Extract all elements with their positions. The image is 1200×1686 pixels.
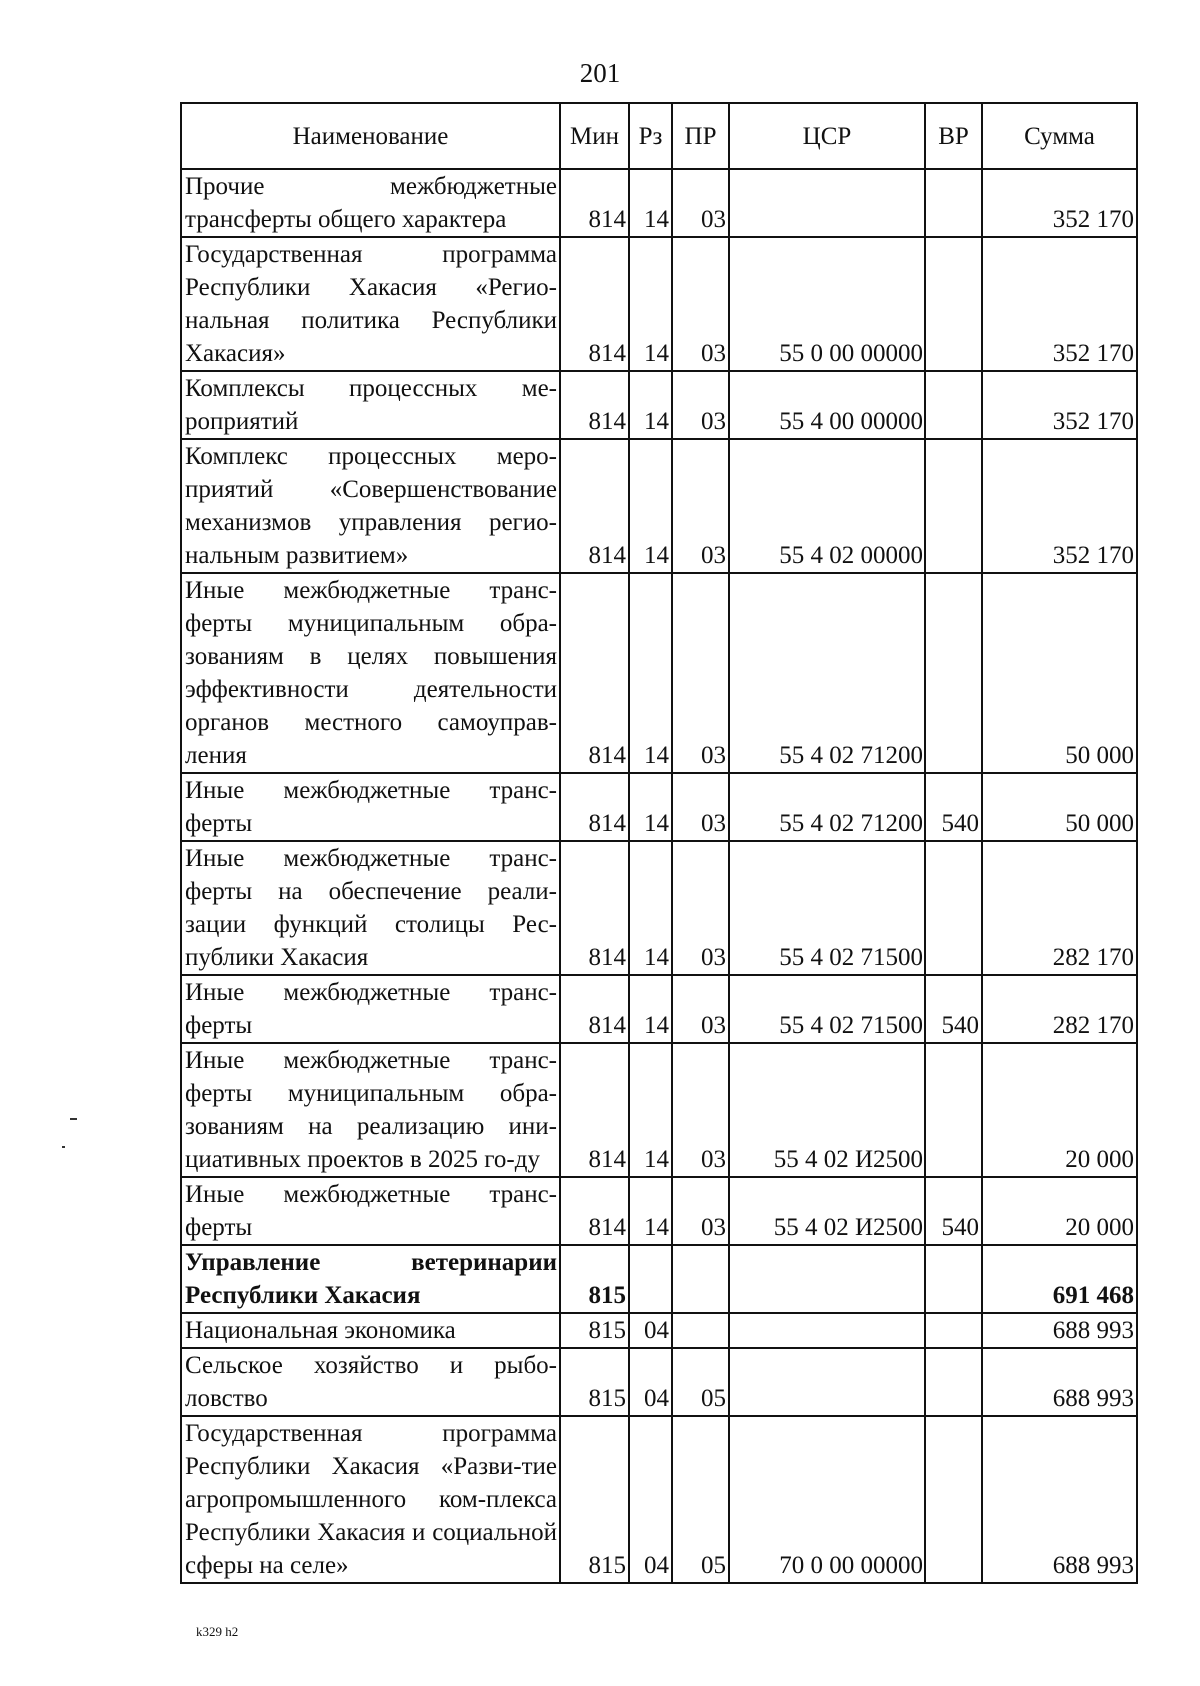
row-csr: 55 0 00 00000 [729,237,925,371]
table-row [181,439,1137,573]
row-vr: 540 [925,1177,982,1245]
row-csr: 55 4 02 71200 [729,773,925,841]
header-sum: Сумма [982,103,1137,169]
header-name: Наименование [181,103,560,169]
row-pr: 03 [672,169,729,237]
row-sum: 352 170 [982,439,1137,573]
row-vr [925,1043,982,1177]
row-vr [925,1348,982,1416]
row-sum: 282 170 [982,841,1137,975]
row-min: 814 [560,237,629,371]
row-name: Национальная экономика [181,1313,560,1348]
row-pr [672,1245,729,1313]
row-pr: 03 [672,237,729,371]
row-rz: 14 [629,573,672,773]
row-vr [925,1313,982,1348]
row-sum: 691 468 [982,1245,1137,1313]
row-vr [925,841,982,975]
row-name: Государственная программа Республики Хакасия «Регио-нальная политика Республики Хакасия» [181,237,560,371]
row-rz: 14 [629,439,672,573]
row-rz: 14 [629,773,672,841]
row-name: Иные межбюджетные транс-ферты на обеспечение реали-зации функций столицы Рес-публики Хакасия [181,841,560,975]
row-name: Иные межбюджетные транс-ферты муниципальным обра-зованиям в целях повышения эффективности деятельности органов местного самоуправ-ления [181,573,560,773]
row-pr: 03 [672,439,729,573]
row-rz: 04 [629,1313,672,1348]
row-name: Комплекс процессных меро-приятий «Совершенствование механизмов управления регио-нальным развитием» [181,439,560,573]
row-sum: 282 170 [982,975,1137,1043]
row-sum: 20 000 [982,1043,1137,1177]
row-csr: 55 4 02 71500 [729,841,925,975]
footer-code: k329 h2 [196,1624,239,1639]
row-min: 814 [560,773,629,841]
row-pr: 03 [672,841,729,975]
header-rz: Рз [629,103,672,169]
header-vr: ВР [925,103,982,169]
row-vr [925,1416,982,1583]
row-name: Иные межбюджетные транс-ферты [181,1177,560,1245]
row-sum: 688 993 [982,1313,1137,1348]
row-rz: 14 [629,371,672,439]
table-row [181,237,1137,371]
row-csr: 55 4 02 И2500 [729,1043,925,1177]
row-sum: 20 000 [982,1177,1137,1245]
row-rz: 14 [629,1043,672,1177]
row-min: 815 [560,1416,629,1583]
row-name: Иные межбюджетные транс-ферты [181,975,560,1043]
table-row [181,773,1137,841]
row-csr: 55 4 02 71200 [729,573,925,773]
table-row [181,1416,1137,1583]
row-min: 814 [560,169,629,237]
scan-speck [62,1146,65,1148]
row-vr [925,371,982,439]
row-vr [925,573,982,773]
row-rz: 14 [629,841,672,975]
row-sum: 352 170 [982,371,1137,439]
row-name: Прочие межбюджетные трансферты общего характера [181,169,560,237]
table-row [181,1043,1137,1177]
row-min: 814 [560,841,629,975]
row-csr: 70 0 00 00000 [729,1416,925,1583]
row-csr [729,1348,925,1416]
row-sum: 352 170 [982,169,1137,237]
table-row [181,573,1137,773]
row-csr [729,1245,925,1313]
table-row [181,371,1137,439]
row-pr: 05 [672,1416,729,1583]
table-row [181,841,1137,975]
header-csr: ЦСР [729,103,925,169]
row-name: Управление ветеринарии Республики Хакасия [181,1245,560,1313]
table-body [181,169,1137,1583]
row-min: 815 [560,1245,629,1313]
row-csr: 55 4 00 00000 [729,371,925,439]
row-min: 814 [560,439,629,573]
row-rz: 14 [629,975,672,1043]
row-pr: 03 [672,371,729,439]
row-pr: 03 [672,1043,729,1177]
table-row-department [181,1245,1137,1313]
row-min: 814 [560,573,629,773]
row-vr: 540 [925,975,982,1043]
table-row [181,1348,1137,1416]
row-csr [729,169,925,237]
row-vr [925,169,982,237]
row-min: 814 [560,1043,629,1177]
table-row [181,169,1137,237]
row-pr: 03 [672,573,729,773]
row-rz: 14 [629,1177,672,1245]
row-name: Комплексы процессных ме-роприятий [181,371,560,439]
row-sum: 352 170 [982,237,1137,371]
row-pr: 03 [672,1177,729,1245]
row-vr [925,439,982,573]
header-pr: ПР [672,103,729,169]
scan-speck [70,1118,77,1120]
row-vr: 540 [925,773,982,841]
table-header-row [181,103,1137,169]
table-row [181,975,1137,1043]
row-sum: 50 000 [982,773,1137,841]
row-min: 814 [560,1177,629,1245]
row-sum: 50 000 [982,573,1137,773]
row-csr: 55 4 02 00000 [729,439,925,573]
budget-table [180,102,1138,1584]
row-pr: 03 [672,773,729,841]
row-rz: 04 [629,1348,672,1416]
row-pr [672,1313,729,1348]
table-row [181,1177,1137,1245]
row-min: 815 [560,1348,629,1416]
header-min: Мин [560,103,629,169]
row-min: 814 [560,975,629,1043]
row-name: Сельское хозяйство и рыбо-ловство [181,1348,560,1416]
row-vr [925,237,982,371]
row-rz: 14 [629,169,672,237]
row-sum: 688 993 [982,1348,1137,1416]
row-name: Государственная программа Республики Хакасия «Разви-тие агропромышленного ком-плекса Республики Хакасия и социальной сферы на селе» [181,1416,560,1583]
row-pr: 03 [672,975,729,1043]
row-vr [925,1245,982,1313]
row-rz: 14 [629,237,672,371]
row-rz [629,1245,672,1313]
row-csr [729,1313,925,1348]
row-name: Иные межбюджетные транс-ферты [181,773,560,841]
row-rz: 04 [629,1416,672,1583]
row-sum: 688 993 [982,1416,1137,1583]
row-min: 814 [560,371,629,439]
row-pr: 05 [672,1348,729,1416]
row-csr: 55 4 02 И2500 [729,1177,925,1245]
table-row [181,1313,1137,1348]
row-min: 815 [560,1313,629,1348]
page-number: 201 [579,58,621,88]
row-name: Иные межбюджетные транс-ферты муниципальным обра-зованиям на реализацию ини-циативных проектов в 2025 го-ду [181,1043,560,1177]
row-csr: 55 4 02 71500 [729,975,925,1043]
